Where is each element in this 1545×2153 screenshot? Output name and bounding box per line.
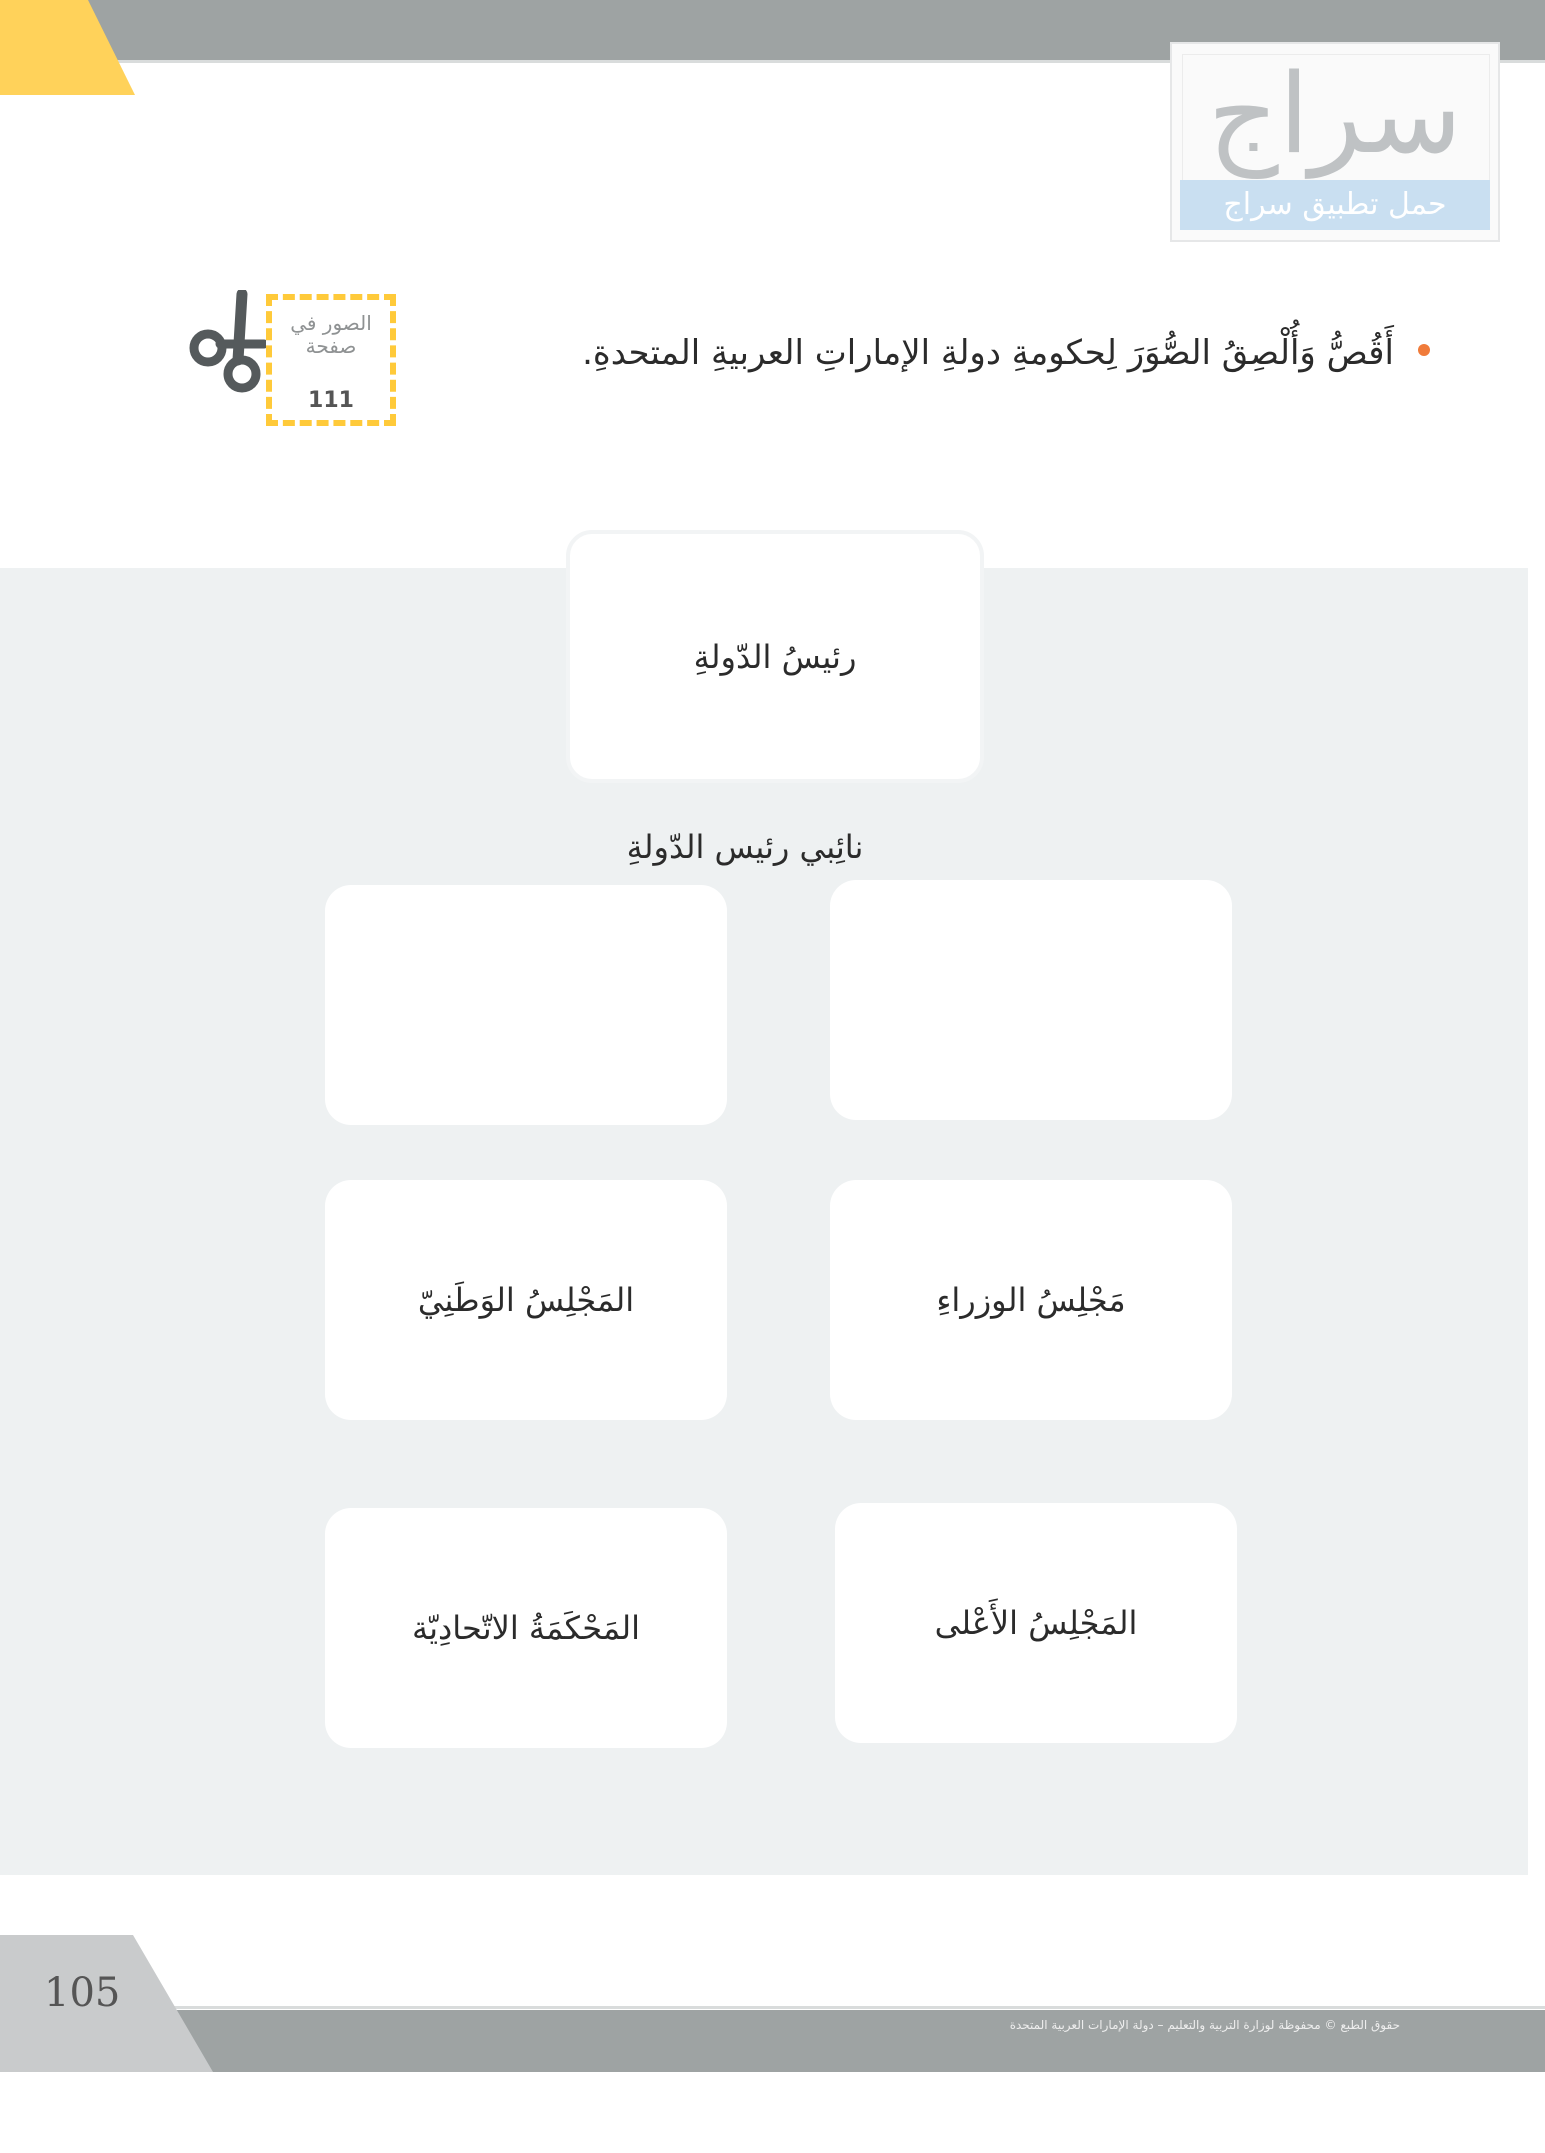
bullet-icon [1418, 344, 1430, 356]
siraj-logo[interactable] [1170, 42, 1500, 242]
logo-tagline: حمل تطبيق سراج [1180, 180, 1490, 230]
cut-hint-box [266, 294, 396, 426]
cut-hint-text: الصور في صفحة [290, 311, 372, 358]
card-label: المَحْكَمَةُ الاتّحادِيّة [411, 1609, 641, 1647]
instruction [560, 328, 1430, 388]
card-supreme-council[interactable] [835, 1503, 1237, 1743]
footer-divider [160, 2006, 1545, 2009]
card-label: المَجْلِسُ الأَعْلى [934, 1604, 1138, 1642]
logo-title: سراج [1207, 50, 1463, 178]
page-number: 105 [44, 1970, 121, 2016]
card-vice-left[interactable] [325, 885, 727, 1125]
card-label: المَجْلِسُ الوَطَنِيّ [417, 1281, 635, 1319]
instruction-text: أَقُصُّ وَأُلْصِقُ الصُّوَرَ لِحكومةِ دولةِ الإماراتِ العربيةِ المتحدةِ. [582, 333, 1394, 373]
card-label: مَجْلِسُ الوزراءِ [936, 1281, 1126, 1319]
card-head-of-state[interactable] [566, 530, 984, 783]
cut-hint-page: 111 [308, 388, 354, 413]
scissors-icon [186, 290, 266, 400]
card-vice-right[interactable] [830, 880, 1232, 1120]
copyright-text: حقوق الطبع © محفوظة لوزارة التربية والتعليم – دولة الإمارات العربية المتحدة [1009, 2018, 1400, 2032]
card-national-council[interactable] [325, 1180, 727, 1420]
card-cabinet[interactable] [830, 1180, 1232, 1420]
card-label: رئيسُ الدّولةِ [693, 637, 857, 676]
card-federal-court[interactable] [325, 1508, 727, 1748]
vice-presidents-label: نائِبي رئيس الدّولةِ [626, 828, 864, 866]
